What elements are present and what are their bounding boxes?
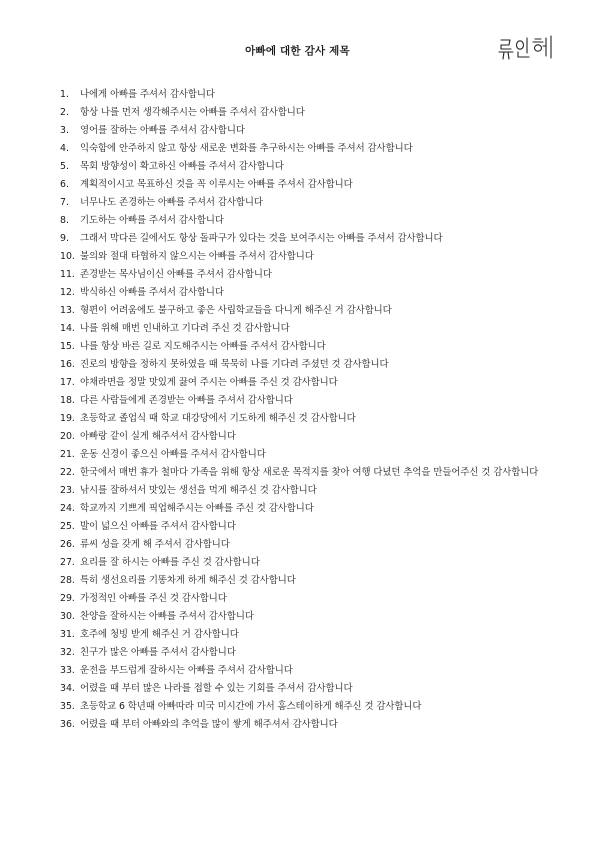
list-item-number: 18. xyxy=(60,395,75,406)
list-item-number: 1. xyxy=(60,89,69,100)
list-item-text: 운전을 부드럽게 잘하시는 아빠를 주셔서 감사합니다 xyxy=(80,665,293,676)
list-item xyxy=(60,682,540,695)
list-item-text: 너무나도 존경하는 아빠를 주셔서 감사합니다 xyxy=(80,197,263,208)
list-item-number: 26. xyxy=(60,539,75,550)
list-item-text: 불의와 절대 타협하지 않으시는 아빠를 주셔서 감사합니다 xyxy=(80,251,314,262)
list-item-text: 나를 위해 매번 인내하고 기다려 주신 것 감사합니다 xyxy=(80,323,290,334)
list-item-number: 31. xyxy=(60,629,75,640)
list-item-text: 특히 생선요리를 기똥차게 하게 해주신 것 감사합니다 xyxy=(80,575,296,586)
list-item-text: 낚시를 잘하셔서 맛있는 생선을 먹게 해주신 것 감사합니다 xyxy=(80,485,317,496)
list-item-number: 23. xyxy=(60,485,75,496)
list-item-text: 어렸을 때 부터 아빠와의 추억을 많이 쌓게 해주셔서 감사합니다 xyxy=(80,719,338,730)
list-item-text: 류씨 성을 갖게 해 주셔서 감사합니다 xyxy=(80,539,230,550)
list-item-text: 진로의 방향을 정하지 못하였을 때 묵묵히 나를 기다려 주셨던 것 감사합니다 xyxy=(80,359,389,370)
list-item xyxy=(60,124,540,137)
list-item-number: 14. xyxy=(60,323,75,334)
list-item-text: 계획적이시고 목표하신 것을 꼭 이루시는 아빠를 주셔서 감사합니다 xyxy=(80,179,353,190)
list-item xyxy=(60,484,540,497)
gratitude-list xyxy=(60,88,540,736)
list-item-number: 12. xyxy=(60,287,75,298)
signature-drawing xyxy=(498,34,558,62)
list-item-text: 그래서 막다른 길에서도 항상 돌파구가 있다는 것을 보여주시는 아빠를 주셔서 감사합니다 xyxy=(80,233,443,244)
list-item-number: 22. xyxy=(60,467,75,478)
list-item xyxy=(60,88,540,101)
list-item-number: 34. xyxy=(60,683,75,694)
list-item-number: 13. xyxy=(60,305,75,316)
list-item-number: 9. xyxy=(60,233,69,244)
list-item xyxy=(60,574,540,587)
list-item xyxy=(60,628,540,641)
list-item-text: 발이 넓으신 아빠를 주셔서 감사합니다 xyxy=(80,521,236,532)
list-item xyxy=(60,232,540,245)
list-item-text: 어렸을 때 부터 많은 나라를 접할 수 있는 기회를 주셔서 감사합니다 xyxy=(80,683,353,694)
list-item-number: 36. xyxy=(60,719,75,730)
list-item xyxy=(60,664,540,677)
list-item-text: 형편이 어려움에도 불구하고 좋은 사립학교들을 다니게 해주신 거 감사합니다 xyxy=(80,305,392,316)
list-item-number: 35. xyxy=(60,701,75,712)
list-item-text: 초등학교 6 학년때 아빠따라 미국 미시간에 가서 홈스테이하게 해주신 것 감사합니다 xyxy=(80,701,422,712)
list-item-number: 6. xyxy=(60,179,69,190)
list-item-text: 야채라면을 정말 맛있게 끓여 주시는 아빠를 주신 것 감사합니다 xyxy=(80,377,338,388)
list-item xyxy=(60,214,540,227)
list-item xyxy=(60,268,540,281)
list-item xyxy=(60,394,540,407)
list-item-text: 목회 방향성이 확고하신 아빠를 주셔서 감사합니다 xyxy=(80,161,284,172)
list-item-text: 다른 사람들에게 존경받는 아빠를 주셔서 감사합니다 xyxy=(80,395,293,406)
list-item-text: 초등학교 졸업식 때 학교 대강당에서 기도하게 해주신 것 감사합니다 xyxy=(80,413,356,424)
list-item xyxy=(60,322,540,335)
list-item-text: 기도하는 아빠를 주셔서 감사합니다 xyxy=(80,215,224,226)
list-item xyxy=(60,358,540,371)
list-item xyxy=(60,160,540,173)
list-item xyxy=(60,412,540,425)
list-item-number: 21. xyxy=(60,449,75,460)
list-item-number: 11. xyxy=(60,269,75,280)
list-item-text: 박식하신 아빠를 주셔서 감사합니다 xyxy=(80,287,224,298)
list-item-text: 학교까지 기쁘게 픽업해주시는 아빠를 주신 것 감사합니다 xyxy=(80,503,314,514)
list-item-text: 찬양을 잘하시는 아빠를 주셔서 감사합니다 xyxy=(80,611,254,622)
list-item xyxy=(60,430,540,443)
list-item-number: 20. xyxy=(60,431,75,442)
list-item-text: 아빠랑 같이 실게 해주셔서 감사합니다 xyxy=(80,431,236,442)
list-item-text: 나를 항상 바른 길로 지도해주시는 아빠를 주셔서 감사합니다 xyxy=(80,341,326,352)
list-item-text: 한국에서 매번 휴가 철마다 가족을 위해 항상 새로운 목적지를 찾아 여행 다녔던 추억을 만들어주신 것 감사합니다 xyxy=(80,467,539,478)
list-item-text: 영어를 잘하는 아빠를 주셔서 감사합니다 xyxy=(80,125,245,136)
list-item-number: 30. xyxy=(60,611,75,622)
list-item-number: 28. xyxy=(60,575,75,586)
list-item-number: 5. xyxy=(60,161,69,172)
list-item xyxy=(60,142,540,155)
list-item-number: 17. xyxy=(60,377,75,388)
list-item-number: 2. xyxy=(60,107,69,118)
list-item-text: 익숙함에 안주하지 않고 항상 새로운 변화를 추구하시는 아빠를 주셔서 감사합니다 xyxy=(80,143,413,154)
list-item-number: 33. xyxy=(60,665,75,676)
list-item-number: 7. xyxy=(60,197,69,208)
list-item-text: 요리를 잘 하시는 아빠를 주신 것 감사합니다 xyxy=(80,557,260,568)
list-item-text: 가정적인 아빠를 주신 것 감사합니다 xyxy=(80,593,227,604)
list-item-number: 29. xyxy=(60,593,75,604)
list-item xyxy=(60,340,540,353)
list-item-number: 10. xyxy=(60,251,75,262)
list-item xyxy=(60,178,540,191)
list-item-text: 항상 나를 먼저 생각해주시는 아빠를 주셔서 감사합니다 xyxy=(80,107,305,118)
list-item xyxy=(60,196,540,209)
list-item xyxy=(60,610,540,623)
list-item xyxy=(60,520,540,533)
list-item-text: 친구가 많은 아빠를 주셔서 감사합니다 xyxy=(80,647,236,658)
list-item-number: 15. xyxy=(60,341,75,352)
list-item-text: 나에게 아빠를 주셔서 감사합니다 xyxy=(80,89,215,100)
list-item-number: 32. xyxy=(60,647,75,658)
list-item xyxy=(60,502,540,515)
list-item-number: 8. xyxy=(60,215,69,226)
list-item-text: 호주에 청빙 받게 해주신 거 감사합니다 xyxy=(80,629,239,640)
list-item-number: 24. xyxy=(60,503,75,514)
list-item xyxy=(60,538,540,551)
list-item xyxy=(60,718,540,731)
list-item xyxy=(60,592,540,605)
list-item-text: 운동 신경이 좋으신 아빠를 주셔서 감사합니다 xyxy=(80,449,266,460)
list-item-number: 25. xyxy=(60,521,75,532)
list-item-text: 존경받는 목사님이신 아빠를 주셔서 감사합니다 xyxy=(80,269,272,280)
list-item-number: 4. xyxy=(60,143,69,154)
list-item xyxy=(60,466,540,479)
list-item xyxy=(60,700,540,713)
list-item xyxy=(60,376,540,389)
list-item xyxy=(60,556,540,569)
document-title: 아빠에 대한 감사 제목 xyxy=(245,45,350,57)
list-item-number: 16. xyxy=(60,359,75,370)
list-item xyxy=(60,106,540,119)
list-item-number: 27. xyxy=(60,557,75,568)
list-item xyxy=(60,448,540,461)
list-item xyxy=(60,646,540,659)
list-item-number: 3. xyxy=(60,125,69,136)
list-item xyxy=(60,304,540,317)
list-item xyxy=(60,250,540,263)
list-item xyxy=(60,286,540,299)
list-item-number: 19. xyxy=(60,413,75,424)
handwritten-signature xyxy=(498,34,558,62)
